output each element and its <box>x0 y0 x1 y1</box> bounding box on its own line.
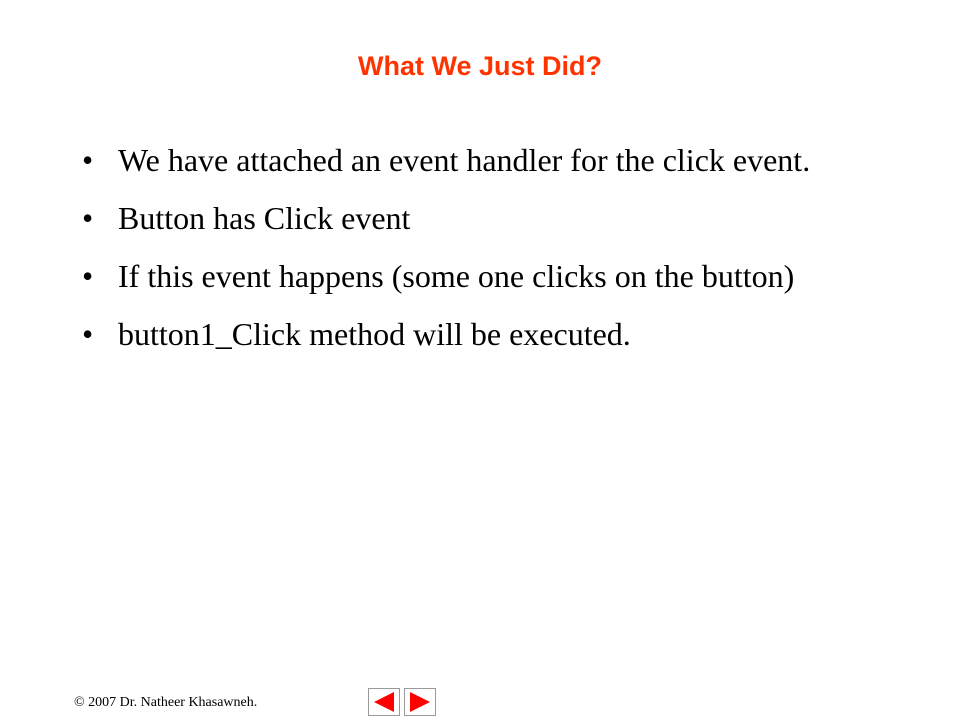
previous-slide-button[interactable] <box>368 688 400 716</box>
bullet-marker: • <box>82 200 94 236</box>
bullet-marker: • <box>82 316 94 352</box>
triangle-right-icon <box>408 691 432 713</box>
bullet-item <box>82 314 842 354</box>
slide-title: What We Just Did? <box>357 51 602 81</box>
bullet-item <box>82 140 842 180</box>
bullet-text: If this event happens (some one clicks on the button) <box>118 258 795 294</box>
bullet-item <box>82 198 842 238</box>
bullet-text: button1_Click method will be executed. <box>118 316 631 352</box>
triangle-left-icon <box>372 691 396 713</box>
bullet-list <box>82 140 842 372</box>
bullet-text: We have attached an event handler for the click event. <box>118 142 811 178</box>
bullet-marker: • <box>82 142 94 178</box>
slide-navigation <box>368 688 436 716</box>
footer-copyright: © 2007 Dr. Natheer Khasawneh. <box>74 695 258 710</box>
bullet-marker: • <box>82 258 94 294</box>
bullet-text: Button has Click event <box>118 200 411 236</box>
next-slide-button[interactable] <box>404 688 436 716</box>
bullet-item <box>82 256 842 296</box>
